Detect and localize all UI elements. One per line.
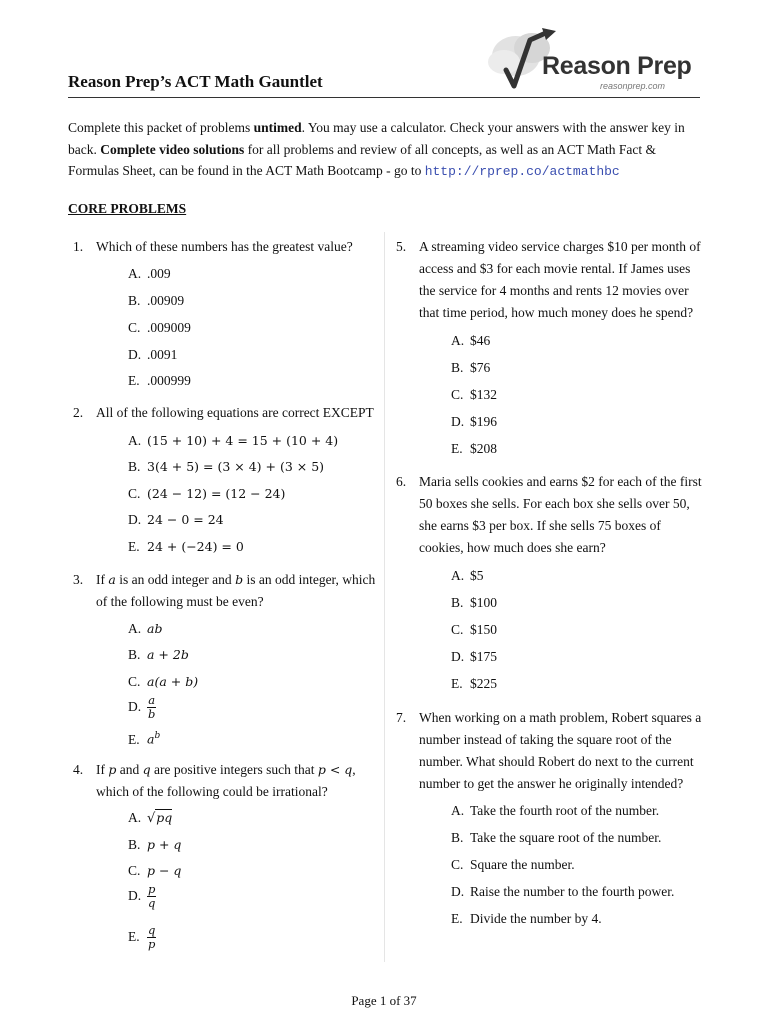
intro-text-1: Complete this packet of problems <box>68 120 254 135</box>
answer-choice[interactable]: E. .000999 <box>128 373 191 388</box>
answer-choice[interactable]: E. $\frac{q}{p}$ <box>128 923 156 951</box>
question-7 <box>396 707 708 795</box>
question-stem: If a is an odd integer and b is an odd integer, which of the following must be even? <box>96 572 376 609</box>
answer-choice[interactable]: B. Take the square root of the number. <box>451 830 662 845</box>
answer-choice[interactable]: C. $150 <box>451 622 497 637</box>
question-stem: If p and q are positive integers such that p < q, which of the following could be irrational? <box>96 762 356 799</box>
answer-choice[interactable]: A. $46 <box>451 333 491 348</box>
answer-choice[interactable]: E. $225 <box>451 676 497 691</box>
question-number: 3. <box>73 572 84 587</box>
logo-url: reasonprep.com <box>600 81 666 91</box>
question-number: 5. <box>396 239 407 254</box>
answer-choice[interactable]: A. ab <box>128 621 163 636</box>
answer-choice[interactable]: D. .0091 <box>128 347 178 362</box>
question-number: 1. <box>73 239 84 254</box>
answer-choice[interactable]: A. (15 + 10) + 4 = 15 + (10 + 4) <box>128 433 339 448</box>
question-4 <box>73 759 378 803</box>
question-5 <box>396 236 708 324</box>
question-6 <box>396 471 708 559</box>
answer-choice[interactable]: B. a + 2b <box>128 647 189 662</box>
answer-choice[interactable]: D. Raise the number to the fourth power. <box>451 884 675 899</box>
question-number: 6. <box>396 474 407 489</box>
answer-choice[interactable]: D. $175 <box>451 649 497 664</box>
question-3 <box>73 569 378 613</box>
question-1 <box>73 236 378 258</box>
bootcamp-link[interactable]: http://rprep.co/actmathbc <box>424 164 620 179</box>
question-2 <box>73 402 383 424</box>
intro-text-3: for all problems and review of all concepts, as well as an ACT Math Fact & Formulas Sheet, can be found in the ACT Math Bootcamp - go to <box>68 141 657 178</box>
fraction: $\frac{p}{q}$ <box>148 882 156 910</box>
answer-choice[interactable]: A. $5 <box>451 568 484 583</box>
answer-choice[interactable]: C. (24 − 12) = (12 − 24) <box>128 486 286 501</box>
question-stem: All of the following equations are correct EXCEPT <box>96 405 374 420</box>
answer-choice[interactable]: E. Divide the number by 4. <box>451 911 602 926</box>
intro-bold-video-solutions: Complete video solutions <box>100 141 245 157</box>
square-root: √pq <box>147 810 173 826</box>
answer-choice[interactable]: E. 24 + (−24) = 0 <box>128 539 244 554</box>
answer-choice[interactable]: E. $a^b$ <box>128 731 161 747</box>
intro-bold-untimed: untimed <box>253 120 302 135</box>
answer-choice[interactable]: B. .00909 <box>128 293 185 308</box>
answer-choice[interactable]: D. 24 − 0 = 24 <box>128 512 224 527</box>
question-stem: When working on a math problem, Robert squares a number instead of taking the square root of the number. What should Robert do next to the current number to get the answer he originally intended? <box>419 710 702 791</box>
question-stem: A streaming video service charges $10 per month of access and $3 for each movie rental. If James uses the service for 4 months and rents 12 movies over that time period, how much money does he spend? <box>419 239 701 320</box>
document-title: Reason Prep’s ACT Math Gauntlet <box>68 72 323 91</box>
page-number: Page 1 of 37 <box>351 993 417 1008</box>
question-number: 2. <box>73 405 84 420</box>
header-divider <box>68 97 700 98</box>
answer-choice[interactable]: A. Take the fourth root of the number. <box>451 803 660 818</box>
fraction: $\frac{a}{b}$ <box>148 693 156 721</box>
answer-choice[interactable]: C. .009009 <box>128 320 191 335</box>
instructions-paragraph <box>68 117 708 183</box>
answer-choice[interactable]: B. 3(4 + 5) = (3 × 4) + (3 × 5) <box>128 459 325 474</box>
question-stem: Maria sells cookies and earns $2 for each of the first 50 boxes she sells. For each box she sells over 50, she earns $3 per box. If she sells 75 boxes of cookies, how much does she earn? <box>419 474 702 555</box>
question-number: 4. <box>73 762 84 777</box>
answer-choice[interactable]: D. $\frac{a}{b}$ <box>128 693 156 721</box>
answer-choice[interactable]: C. $132 <box>451 387 497 402</box>
answer-choice[interactable]: D. $\frac{p}{q}$ <box>128 882 156 910</box>
section-title: CORE PROBLEMS <box>68 201 187 216</box>
intro-text-2: . You may use a calculator. Check your answers with the answer key in back. <box>68 120 685 157</box>
answer-choice[interactable]: C. p − q <box>128 863 182 878</box>
answer-choice[interactable]: C. a(a + b) <box>128 674 199 689</box>
answer-choice[interactable]: B. p + q <box>128 837 182 852</box>
logo-wordmark: Reason Prep <box>542 52 692 80</box>
answer-choice[interactable]: B. $100 <box>451 595 497 610</box>
answer-choice[interactable]: E. $208 <box>451 441 497 456</box>
question-stem: Which of these numbers has the greatest value? <box>96 239 353 254</box>
answer-choice[interactable]: A. .009 <box>128 266 171 281</box>
answer-choice[interactable]: C. Square the number. <box>451 857 575 872</box>
answer-choice[interactable]: B. $76 <box>451 360 491 375</box>
column-divider <box>384 232 385 962</box>
fraction: $\frac{q}{p}$ <box>148 923 156 951</box>
question-number: 7. <box>396 710 407 725</box>
answer-choice[interactable]: D. $196 <box>451 414 497 429</box>
answer-choice[interactable]: A. √pq <box>128 810 173 826</box>
